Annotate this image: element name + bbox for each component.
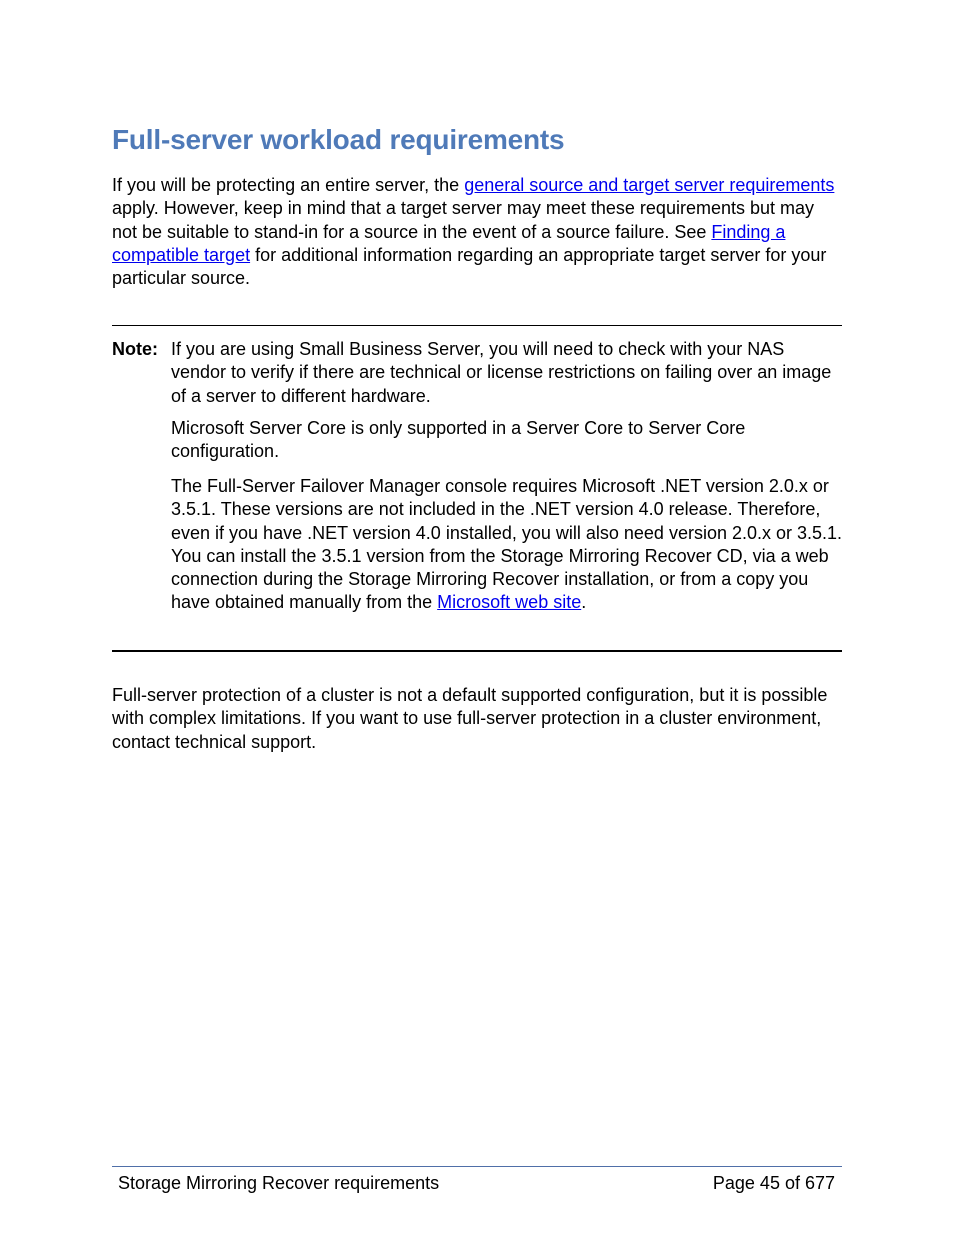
note-top-divider: [112, 325, 842, 326]
footer-page-number: Page 45 of 677: [712, 1173, 835, 1193]
intro-text-1: If you will be protecting an entire server, the: [112, 175, 465, 195]
note-dotnet-end: .: [581, 592, 587, 613]
note-paragraph-dotnet: [171, 475, 843, 615]
intro-paragraph: [112, 174, 842, 290]
cluster-paragraph: Full-server protection of a cluster is not a default supported configuration, but it is possible with complex limitations. If you want to use full-server protection in a cluster environment, contact technical support.: [112, 685, 828, 752]
note-bottom-divider: [112, 650, 842, 652]
footer-section-title: Storage Mirroring Recover requirements: [118, 1173, 440, 1193]
note-paragraph-server-core: Microsoft Server Core is only supported in a Server Core to Server Core configuration.: [171, 418, 746, 462]
note-dotnet-text: The Full-Server Failover Manager console requires Microsoft .NET version 2.0.x or 3.5.1. These versions are not included in the .NET version 4.0 release. Therefore, even if you have .NET version 4.0 installed, you will also need version 2.0.x or 3.5.1. You can install the 3.5.1 version from the Storage Mirroring Recover CD, via a web connection during the Storage Mirroring Recover installation, or from a copy you have obtained manually from the: [171, 476, 843, 613]
general-requirements-link[interactable]: general source and target server requirements: [464, 175, 835, 195]
microsoft-web-site-link[interactable]: Microsoft web site: [437, 592, 582, 613]
note-paragraph-sbs: If you are using Small Business Server, you will need to check with your NAS vendor to verify if there are technical or license restrictions on failing over an image of a server to different hardware.: [171, 339, 832, 406]
page-title: Full-server workload requirements: [112, 124, 565, 155]
finding-compatible-target-link[interactable]: Finding a compatible target: [112, 221, 786, 265]
intro-text-3: for additional information regarding an appropriate target server for your particular source.: [112, 244, 827, 289]
note-label: Note:: [112, 339, 158, 359]
intro-text-2: apply. However, keep in mind that a target server may meet these requirements but may not be suitable to stand-in for a source in the event of a source failure. See: [112, 198, 814, 242]
footer-divider: [112, 1166, 842, 1167]
